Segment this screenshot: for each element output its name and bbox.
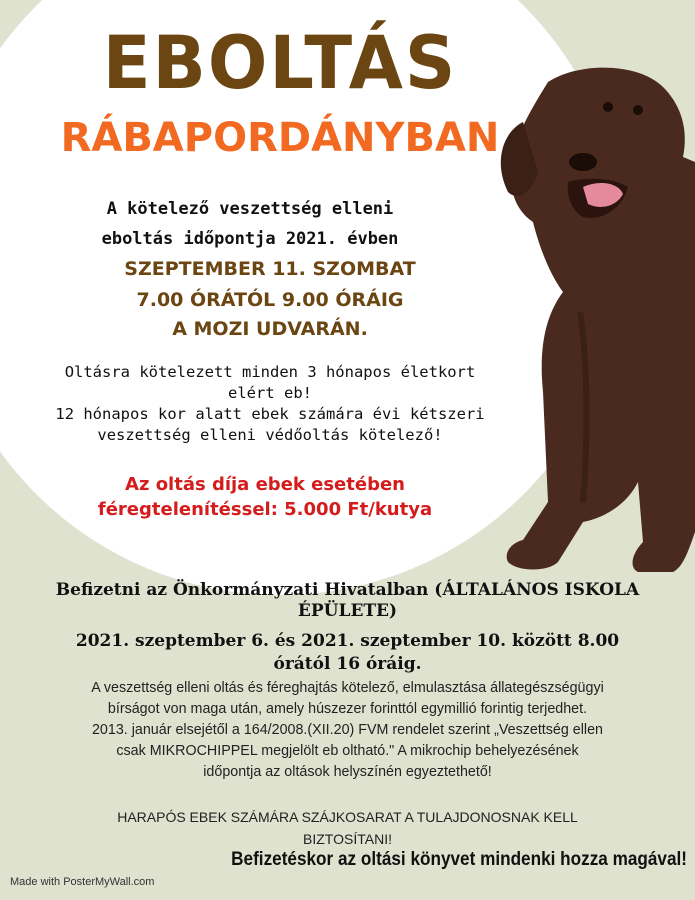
warning-line: HARAPÓS EBEK SZÁMÁRA SZÁJKOSARAT A TULAJDONOSNAK KELL [117,809,578,825]
labrador-dog-image [488,62,695,582]
fee-text [40,472,490,522]
date-line: SZEPTEMBER 11. SZOMBAT [124,258,416,280]
requirement-line: 12 hónapos kor alatt ebek számára évi kétszeri [55,405,485,423]
info-line: időpontja az oltások helyszínén egyeztethető! [203,764,492,780]
intro-text [60,194,440,254]
warning-line: BIZTOSÍTANI! [303,831,392,847]
payment-line: Befizetni az Önkormányzati Hivatalban (ÁLTALÁNOS ISKOLA [55,580,640,600]
poster-title: EBOLTÁS [102,19,458,107]
requirement-line: Oltásra kötelezett minden 3 hónapos életkort [64,363,476,381]
watermark-text: Made with PosterMyWall.com [10,876,155,888]
info-line: A veszettség elleni oltás és féreghajtás kötelező, elmulasztása állategészségügyi [91,680,604,696]
fee-line: féregtelenítéssel: 5.000 Ft/kutya [97,499,433,520]
payment-dates-line: 2021. szeptember 6. és 2021. szeptember 10. között 8.00 [75,631,620,651]
intro-line: A kötelező veszettség elleni [106,199,394,219]
bring-book-notice: Befizetéskor az oltási könyvet mindenki hozza magával! [231,848,687,870]
requirement-line: veszettség elleni védőoltás kötelező! [97,426,443,444]
location-line: A MOZI UDVARÁN. [172,318,368,340]
payment-dates-text [0,630,695,676]
info-line: csak MIKROCHIPPEL megjelölt eb oltható." A mikrochip behelyezésének [116,743,579,759]
intro-line: eboltás időpontja 2021. évben [101,229,399,249]
payment-line: ÉPÜLETE) [297,601,398,621]
time-line: 7.00 ÓRÁTÓL 9.00 ÓRÁIG [136,289,404,311]
fee-line: Az oltás díja ebek esetében [125,474,405,495]
info-line: bírságot von maga után, amely húszezer forinttól egymillió forintig terjedhet. [107,701,588,717]
poster-subtitle: RÁBAPORDÁNYBAN [60,115,500,161]
muzzle-warning-text [0,806,695,850]
legal-info-text [0,678,695,783]
payment-dates-line: órától 16 óráig. [273,654,422,674]
requirement-line: elért eb! [228,384,312,402]
info-line: 2013. január elsejétől a 164/2008.(XII.20) FVM rendelet szerint „Veszettség ellen [91,722,604,738]
requirement-text [0,362,540,446]
payment-location-text [0,580,695,622]
